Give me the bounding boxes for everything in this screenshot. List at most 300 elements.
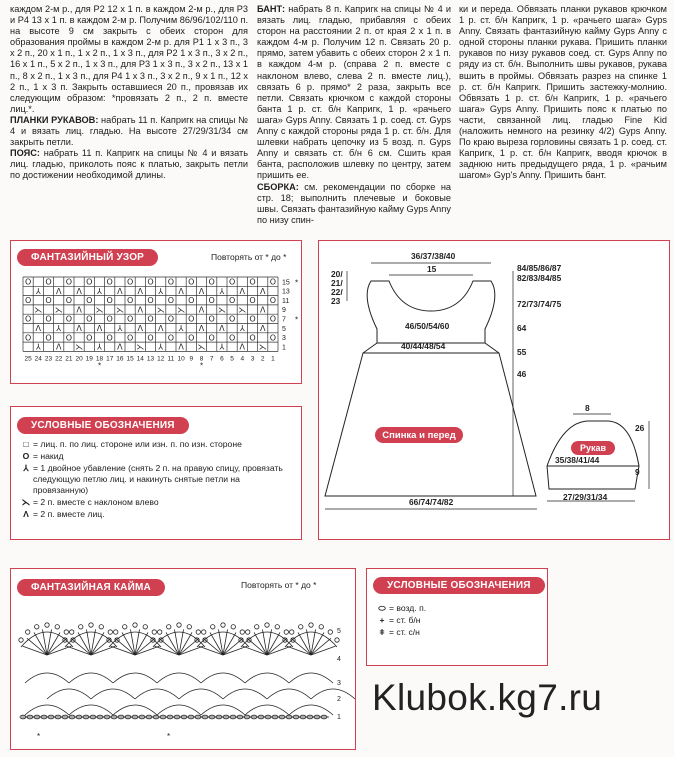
picot-icon (114, 630, 118, 634)
chart-symbol: O (269, 277, 277, 287)
shell-stitch (267, 638, 287, 655)
legend-text: = ст. б/н (389, 615, 421, 625)
chart-symbol: O (269, 333, 277, 343)
picot-icon (231, 625, 235, 629)
chart-symbol: O (228, 333, 236, 343)
text-column-3 (459, 4, 667, 182)
chart-symbol: Λ (117, 286, 123, 296)
chain-arch (223, 689, 267, 699)
chart-symbol: ⅄ (35, 286, 41, 296)
chart-symbol: Λ (239, 286, 246, 296)
row-number: 7 (282, 316, 286, 324)
picot-icon (152, 630, 156, 634)
shell-stitch (199, 646, 223, 655)
chart-symbol: Λ (198, 324, 205, 333)
chart-symbol: Λ (76, 305, 82, 315)
legend-symbol-icon: O (22, 451, 30, 461)
shell-stitch (155, 646, 179, 655)
chart-symbol: O (126, 333, 134, 343)
paragraph-text: см. рекомендации по сборке на стр. 18; выполнить плечевые и боковые швы. Связать фантазийную кайму Gyps Anny по низу спин- (257, 181, 451, 225)
chart-symbol: ⋋ (75, 342, 84, 352)
legend-text: = лиц. п. по лиц. стороне или изн. п. по изн. стороне (33, 439, 242, 449)
paragraph (10, 115, 248, 148)
picot-icon (221, 623, 225, 627)
dimension-label: 21/ (331, 278, 343, 288)
column-number: 23 (44, 355, 53, 363)
edging-row-number: 4 (337, 656, 341, 663)
picot-icon (64, 630, 68, 634)
column-number: 8 (199, 355, 204, 363)
chart-symbol: ⅄ (35, 342, 41, 352)
dimension-label: 46/50/54/60 (405, 321, 450, 331)
column-number: 18 (95, 355, 104, 363)
chart-symbol: O (24, 296, 32, 306)
chain-arch (47, 689, 91, 699)
legend-item (19, 509, 289, 520)
chart-symbol: Λ (35, 324, 42, 333)
repeat-star: * (167, 732, 171, 741)
paragraph: каждом 2-м р., для Р2 12 х 1 п. в каждом 2-м р., для Р3 и Р4 13 х 1 п. в каждом 2-м р. Получим 86/96/102/110 п. на высоте 9 см закрыть с обеих сторон для образования проймы в каждом 2-м р. для Р1 1 х 3 п., 3 х 2 п., 20 х 1 п., 1 х 2 п., 1 х 3 п., для Р2 1 х 3 п., 3 х 2 п., 16 х 1 п., 5 х 2 п., 1 х 3 п., для Р3 1 х 3 п., 3 х 2 п., 13 х 1 п., 8 х 2 п., 1 х 3 п., для Р4 1 х 3 п., 3 х 2 п., 9 х 1 п., 12 х 2 п., 1 х 3 п. Закрыть оставшиеся 20 п., провязав их следующим образом: *провязать 2 п., 2 п. вместе лиц.*. (10, 4, 248, 114)
column-number: 24 (34, 355, 42, 363)
chart-symbol: O (147, 296, 154, 306)
picot-icon (255, 625, 259, 629)
repeat-star: * (97, 361, 102, 371)
section-heading: БАНТ: (257, 4, 286, 14)
legend-item (19, 439, 289, 450)
chart-symbol: Λ (157, 324, 164, 333)
chain-arch (157, 673, 201, 683)
legend-text: = 1 двойное убавление (снять 2 п. на правую спицу, провязать следующую петлю лиц. и накинуть снятые петли на провязанную) (33, 463, 283, 495)
chart-symbol: Λ (137, 286, 144, 296)
chart-symbol: ⋋ (238, 305, 247, 315)
picot-icon (299, 625, 303, 629)
chart-symbol: ⅄ (178, 324, 184, 333)
chart-symbol: O (106, 314, 113, 324)
picot-icon (143, 625, 147, 629)
pattern-title: ФАНТАЗИЙНЫЙ УЗОР (17, 249, 158, 266)
shell-stitch (223, 638, 243, 655)
column-number: 7 (209, 355, 214, 363)
legend-box-2 (366, 568, 548, 666)
paragraph-text: набрать 11 п. Капригк на спицы № 4 и вязать лиц. гладью, приколоть пояс к платью, закрыть петли по достижении необходимой длины. (10, 148, 248, 181)
chart-symbol: O (208, 277, 215, 287)
legend-symbol-icon: ⋋ (21, 497, 31, 507)
chart-symbol: O (188, 277, 195, 287)
dimension-label: 46 (517, 369, 527, 379)
dimension-label: 23 (331, 296, 341, 306)
chart-symbol: O (106, 277, 113, 287)
chart-symbol: O (167, 277, 175, 287)
edging-row-number: 3 (337, 680, 341, 687)
picot-icon (108, 630, 112, 634)
chart-symbol: ⋋ (136, 342, 145, 352)
edging-row-number: 2 (337, 696, 341, 703)
chart-symbol: O (228, 314, 236, 324)
column-number: 16 (116, 355, 124, 363)
legend-title: УСЛОВНЫЕ ОБОЗНАЧЕНИЯ (17, 417, 189, 434)
legend-symbol-icon: ⅄ (23, 463, 29, 473)
chart-symbol: O (126, 277, 134, 287)
chart-symbol: O (65, 277, 73, 287)
chart-symbol: ⋋ (156, 305, 165, 315)
text-column-2 (257, 4, 451, 226)
picot-icon (319, 625, 323, 629)
shell-stitch (91, 646, 115, 655)
shell-stitch (247, 638, 267, 655)
knitting-chart (11, 241, 301, 383)
edging-title: ФАНТАЗИЙНАЯ КАЙМА (17, 579, 165, 596)
sleeve-label: Рукав (579, 443, 607, 453)
chain-arch (25, 705, 69, 715)
legend-box-1 (10, 406, 302, 540)
chart-symbol: O (45, 277, 52, 287)
repeat-star: * (37, 732, 41, 741)
dimension-label: 35/38/41/44 (555, 455, 600, 465)
legend2-list (375, 603, 535, 639)
column-number: 15 (126, 355, 134, 363)
chart-symbol: ⅄ (239, 324, 245, 333)
chart-symbol: Λ (96, 324, 103, 333)
row-number: 1 (282, 344, 286, 352)
chart-symbol: Λ (239, 342, 246, 352)
chart-symbol: O (167, 314, 175, 324)
dimension-label: 22/ (331, 287, 343, 297)
shell-stitch (179, 646, 203, 655)
column-number: 2 (260, 355, 265, 363)
legend-item (375, 603, 535, 614)
chart-symbol: ⅄ (219, 342, 225, 352)
row-number: 3 (282, 335, 286, 343)
shell-stitch (179, 638, 199, 655)
picot-icon (35, 625, 39, 629)
chart-symbol: O (106, 333, 113, 343)
paragraph: ки и переда. Обвязать планки рукавов крючком 1 р. ст. б/н Капригк, 1 р. «рачьего шага» Gyps Anny. Связать фантазийную кайму Gyps Anny с одной стороны планки рукава. Пришить планки рукавов по низу рукавов соед. ст. Gyps Anny по ряду из ст. б/н. Выполнить швы рукавов, рукава вшить в проймы. Обвязать разрез на спинке 1 р. ст. б/н Капригк. Пришить застежку-молнию. Обвязать 1 р. ст. б/н Капригк, 1 р. «рачьего шага» Gyps Anny. Пришить пояс к платью по части, связанной лиц. гладью Fine Kid (наложить немного на резинку 4/2) Gyps Anny. По краю выреза горловины связать 1 р. соед. ст. Капригк, 1 р. ст. б/н Капригк, вводя крючок в заднюю нить предыдущего ряда, 1 р. «рачьим шагом» Gyp's Anny. Пришить бант. (459, 4, 667, 181)
chart-symbol: O (24, 314, 32, 324)
chart-symbol: O (24, 277, 32, 287)
picot-icon (187, 625, 191, 629)
repeat-star: * (199, 361, 204, 371)
row-number: 5 (282, 325, 286, 333)
chain-arch (91, 689, 135, 699)
picot-icon (70, 630, 74, 634)
column-number: 1 (271, 355, 275, 363)
chain-arch (201, 673, 245, 683)
legend-symbol-icon: Λ (23, 509, 29, 519)
chart-symbol: ⅄ (158, 342, 164, 352)
chain-arch (201, 705, 245, 715)
shell-stitch (135, 638, 155, 655)
chart-symbol: O (249, 277, 256, 287)
chain-arch (113, 673, 157, 683)
dimension-label: 26 (635, 423, 645, 433)
column-number: 19 (85, 355, 93, 363)
chart-symbol: ⋋ (95, 305, 104, 315)
chain-arch (289, 705, 333, 715)
chart-symbol: O (65, 314, 73, 324)
chart-symbol: O (45, 333, 52, 343)
chain-arch (267, 689, 311, 699)
dimension-label: 20/ (331, 269, 343, 279)
chart-symbol: O (65, 296, 73, 306)
chart-symbol: Λ (137, 305, 144, 315)
shell-stitch (135, 646, 159, 655)
picot-icon (89, 623, 93, 627)
legend-symbol-icon: ǂ (379, 627, 385, 637)
legend-symbol-icon: □ (23, 439, 29, 449)
picot-icon (202, 630, 206, 634)
picot-icon (309, 623, 313, 627)
row-number: 9 (282, 307, 286, 315)
picot-icon (123, 625, 127, 629)
picot-icon (196, 630, 200, 634)
picot-icon (246, 630, 250, 634)
picot-icon (158, 630, 162, 634)
chain-arch (113, 705, 157, 715)
column-number: 3 (250, 355, 255, 363)
dimension-label: 15 (427, 264, 437, 274)
chart-symbol: O (65, 333, 73, 343)
crochet-edging-chart (11, 569, 355, 749)
chain-arch (69, 673, 113, 683)
chart-symbol: O (188, 296, 195, 306)
chart-symbol: O (24, 333, 32, 343)
chart-symbol: O (106, 296, 113, 306)
shell-stitch (287, 646, 311, 655)
legend-text: = 2 п. вместе лиц. (33, 509, 105, 519)
legend-text: = ст. с/н (389, 627, 420, 637)
chart-symbol: Λ (259, 305, 266, 315)
picot-icon (328, 630, 332, 634)
chain-arch (135, 689, 179, 699)
chart-symbol: O (228, 296, 236, 306)
legend-text: = возд. п. (389, 603, 427, 613)
chart-symbol: O (86, 277, 93, 287)
chart-symbol: O (208, 333, 215, 343)
legend-symbol-icon: ⬭ (378, 603, 386, 613)
chart-symbol: O (269, 314, 277, 324)
chart-symbol: Λ (259, 324, 266, 333)
chart-symbol: O (249, 296, 256, 306)
text-column-1 (10, 4, 248, 182)
chart-symbol: O (147, 314, 154, 324)
shell-stitch (27, 638, 47, 655)
picot-icon (265, 623, 269, 627)
chart-symbol: O (147, 333, 154, 343)
chart-symbol: ⅄ (56, 324, 62, 333)
legend-symbol-icon: + (379, 615, 385, 625)
dimension-label: 72/73/74/75 (517, 299, 562, 309)
edging-row-number: 1 (337, 714, 341, 721)
shell-stitch (71, 638, 91, 655)
picot-icon (290, 630, 294, 634)
shell-stitch (159, 638, 179, 655)
chart-symbol: O (126, 314, 134, 324)
chart-symbol: ⋋ (34, 305, 43, 315)
chain-arch (289, 673, 333, 683)
chart-symbol: ⅄ (158, 286, 164, 296)
column-number: 22 (55, 355, 63, 363)
shell-stitch (291, 638, 311, 655)
legend-text: = 2 п. вместе с наклоном влево (33, 497, 159, 507)
paragraph (257, 4, 451, 182)
paragraph-text: набрать 11 п. Капригк на спицы № 4 и вязать лиц. гладью. На высоте 27/29/31/34 см закрыть петли. (10, 114, 249, 148)
picot-icon (211, 625, 215, 629)
chart-symbol: O (249, 314, 256, 324)
chart-symbol: Λ (137, 324, 144, 333)
pattern-chart-box (10, 240, 302, 384)
chart-symbol: Λ (55, 342, 62, 352)
chart-symbol: O (208, 314, 215, 324)
shell-stitch (23, 646, 47, 655)
edging-chart-box (10, 568, 356, 750)
shell-stitch (47, 638, 67, 655)
watermark: Klubok.kg7.ru (372, 677, 603, 718)
shell-stitch (67, 646, 91, 655)
chart-symbol: Λ (178, 342, 184, 352)
front-label: Спинка и перед (382, 430, 456, 441)
column-number: 17 (106, 355, 114, 363)
legend-item (19, 451, 289, 462)
chart-symbol: ⅄ (219, 286, 225, 296)
chart-symbol: ⅄ (117, 324, 123, 333)
chart-symbol: Λ (219, 324, 225, 333)
chart-symbol: Λ (55, 286, 62, 296)
chart-symbol: ⋋ (197, 342, 206, 352)
legend-item (375, 615, 535, 626)
shell-stitch (91, 638, 111, 655)
picot-icon (240, 630, 244, 634)
chart-symbol: Λ (117, 342, 123, 352)
column-number: 12 (157, 355, 165, 363)
chart-symbol: O (228, 277, 236, 287)
column-number: 25 (24, 355, 32, 363)
section-heading: СБОРКА: (257, 181, 299, 192)
picot-icon (284, 630, 288, 634)
legend-item (375, 627, 535, 638)
chain-arch (179, 689, 223, 699)
column-number: 9 (189, 355, 194, 363)
dimension-label: 27/29/31/34 (563, 492, 608, 502)
schematic-box (318, 240, 670, 540)
column-number: 20 (75, 355, 83, 363)
chain-arch (157, 705, 201, 715)
paragraph (10, 148, 248, 181)
column-number: 5 (230, 355, 234, 363)
chart-symbol: ⋋ (217, 305, 226, 315)
chart-symbol: O (45, 296, 52, 306)
chart-symbol: ⅄ (97, 286, 102, 296)
dimension-label: 40/44/48/54 (401, 341, 446, 351)
section-heading: ПЛАНКИ РУКАВОВ: (10, 114, 99, 125)
row-star: * (295, 278, 299, 288)
picot-icon (335, 638, 339, 642)
dress-outline (325, 281, 536, 496)
dimension-label: 84/85/86/87 (517, 263, 562, 273)
chart-symbol: O (86, 296, 93, 306)
chart-symbol: Λ (259, 286, 266, 296)
legend2-title: УСЛОВНЫЕ ОБОЗНАЧЕНИЯ (373, 577, 545, 594)
chart-symbol: ⋋ (54, 305, 63, 315)
legend-list (19, 439, 289, 521)
picot-icon (26, 630, 30, 634)
chart-symbol: O (208, 296, 215, 306)
picot-icon (99, 625, 103, 629)
chain-arch (311, 689, 355, 699)
legend-text: = накид (33, 451, 64, 461)
chain-arch (69, 705, 113, 715)
column-number: 11 (167, 355, 175, 363)
column-number: 10 (177, 355, 185, 363)
legend-item (19, 497, 289, 508)
chart-symbol: O (188, 314, 195, 324)
shell-stitch (47, 646, 71, 655)
picot-icon (45, 623, 49, 627)
chart-symbol: O (86, 333, 93, 343)
shell-stitch (311, 646, 335, 655)
paragraph-text: набрать 8 п. Капригк на спицы № 4 и вязать лиц. гладью, прибавляя с обеих сторон на расстоянии 2 п. от края 2 х 1 п. в каждом 4-м р. Получим 12 п. Связать 20 р. прямо, затем убавить с обеих сторон 2 х 1 п. в каждом 4-м р. (справа 2 п. вместе с наклоном влево, слева 2 п. вместе лиц.), связать 6 р. прямо* 2 раза, закрыть все петли. Связать крючком с каждой стороны банта 1 р. ст. б/н Капригк, 1 р. «рачьего шага» Gyps Anny. Связать 1 р. соед. ст. Gyps Anny с каждой стороны ряда 1 р. ст. б/н. Для шлевки набрать цепочку из 5 возд. п. Gyps Anny и связать ст. б/н 6 см. Сшить края банта, расположив шлевку по центру, затем пришить ее. (257, 4, 451, 181)
picot-icon (167, 625, 171, 629)
dimension-label: 9 (635, 467, 640, 477)
dimension-label: 55 (517, 347, 527, 357)
repeat-note: Повторять от * до * (211, 252, 287, 262)
picot-icon (79, 625, 83, 629)
paragraph (257, 182, 451, 226)
chart-symbol: O (167, 296, 175, 306)
legend-item (19, 463, 289, 496)
shell-stitch (223, 646, 247, 655)
column-number: 4 (240, 355, 245, 363)
row-star: * (295, 315, 299, 325)
picot-icon (177, 623, 181, 627)
shell-stitch (111, 646, 135, 655)
row-number: 11 (282, 297, 290, 305)
column-number: 14 (136, 355, 144, 363)
row-number: 15 (282, 279, 290, 287)
shell-stitch (267, 646, 291, 655)
picot-icon (133, 623, 137, 627)
chain-arch (245, 705, 289, 715)
chart-symbol: O (86, 314, 93, 324)
chart-symbol: Λ (198, 286, 205, 296)
dimension-label: 66/74/74/82 (409, 497, 454, 507)
chart-symbol: ⅄ (97, 342, 102, 352)
chart-symbol: O (249, 333, 256, 343)
chain-arch (25, 673, 69, 683)
edging-row-number: 5 (337, 628, 341, 635)
shell-stitch (243, 646, 267, 655)
chart-symbol: O (45, 314, 52, 324)
column-number: 13 (146, 355, 155, 363)
chart-symbol: Λ (198, 305, 205, 315)
garment-schematic (319, 241, 669, 539)
chart-symbol: ⋋ (258, 342, 267, 352)
dimension-label: 64 (517, 323, 527, 333)
column-number: 21 (65, 355, 73, 363)
chart-symbol: Λ (178, 286, 184, 296)
shell-stitch (311, 638, 331, 655)
chart-symbol: ⋋ (115, 305, 124, 315)
chart-symbol: ⋋ (177, 305, 186, 315)
dimension-label: 36/37/38/40 (411, 251, 456, 261)
dimension-label: 82/83/84/85 (517, 273, 562, 283)
picot-icon (55, 625, 59, 629)
chart-symbol: O (188, 333, 195, 343)
chart-symbol: Λ (76, 286, 82, 296)
chart-symbol: Λ (76, 324, 82, 333)
row-number: 13 (282, 288, 290, 296)
chart-symbol: O (147, 277, 154, 287)
edging-repeat-note: Повторять от * до * (241, 580, 317, 590)
